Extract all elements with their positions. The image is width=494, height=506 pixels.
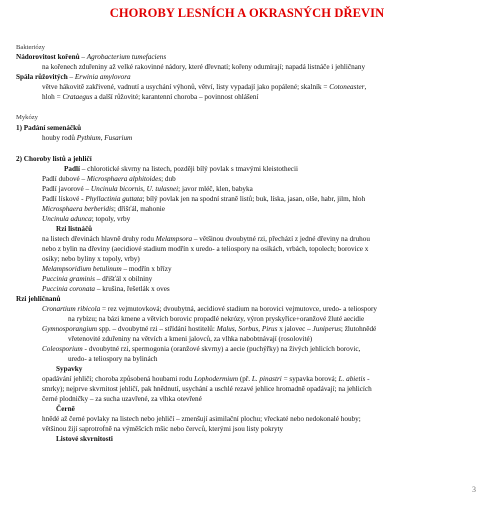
disease-name: Spála růžovitých	[16, 73, 68, 81]
text-span: Juniperus	[312, 325, 341, 333]
text-span: = rez vejmutovková; dvoubytná, aecidiové stadium na borovici vejmutovce, uredo- a teliospory	[100, 305, 377, 313]
section-heading-mykozy: Mykózy	[16, 114, 38, 121]
text-span: Uncinula bicornis, U. tulasnei	[90, 185, 179, 193]
text-span: ; bílý povlak jen na spodní straně listů; buk, líska, jasan, olše, habr, jilm, hloh	[142, 195, 366, 203]
text-line	[42, 275, 152, 283]
text-span: hloh =	[42, 93, 63, 101]
text-span: L. pinastri	[251, 375, 282, 383]
text-span: Cronartium ribicola	[42, 305, 101, 313]
text-line: na rybízu; na bázi kmene a větvích borovic propadlé nekrózy, výron pryskyřice+oranžové žluté aecidie	[68, 315, 365, 323]
text-span: Cotoneaster	[329, 83, 365, 91]
text-line: smrky); nejprve skvrnitost jehličí, pak hnědnutí, usychání a uschlé rezavé jehlice hromadně opadávají; na jehlicích	[42, 385, 372, 393]
subsection-heading: 1) Padání semenáčků	[16, 124, 82, 132]
text-span: – většinou dvoubytné rzi, přechází z jedné dřeviny na druhou	[192, 235, 370, 243]
text-span: Coleosporium	[42, 345, 83, 353]
text-span: – chlorotické skvrny na listech, později bílý povlak s tmavými kleistothecii	[79, 165, 298, 173]
text-span: Fusarium	[104, 134, 133, 142]
text-line	[42, 285, 170, 293]
text-span: ; topoly, vrby	[91, 215, 131, 223]
text-span: opadávání jehličí; choroba způsobená houbami rodu	[42, 375, 195, 383]
text-span: Microsphaera alphitoides	[86, 175, 162, 183]
text-span: větve hákovitě zakřivené, vadnutí a usychání výhonů, větví, listy vypadají jako popálené; skalník =	[42, 83, 330, 91]
text-span: ; javor mléč, klen, babyka	[178, 185, 253, 193]
text-line: uredo- a teliospory na bylinách	[68, 355, 158, 363]
text-line	[42, 185, 253, 193]
topic-heading: Rzi listnáčů	[56, 225, 93, 233]
text-line: na kořenech zduřeniny až velké rakovinné nádory, které dřevnatí; kořeny odumírají; napadá listnáče i jehličnany	[42, 63, 366, 71]
text-span: ,	[100, 134, 105, 142]
text-span: – dřišťál x obilniny	[94, 275, 153, 283]
text-line	[42, 165, 298, 173]
text-span: Melampsoridium betulinum	[42, 265, 122, 273]
text-span: ; žlutohnědé	[340, 325, 377, 333]
text-line: většinou žijí saprotrofně na výměšcích mšic nebo červců, kterými jsou listy pokryty	[42, 425, 284, 433]
separator: –	[67, 73, 75, 81]
text-line	[42, 93, 258, 101]
text-span: Pythium	[76, 134, 101, 142]
topic-heading: Černě	[56, 405, 75, 413]
text-line	[42, 83, 366, 91]
text-span: – krušina, řešetlák x oves	[95, 285, 170, 293]
text-span: Padlí dubové –	[42, 175, 87, 183]
pathogen-name: Erwinia amylovora	[74, 73, 131, 81]
topic-heading: Sypavky	[56, 365, 83, 373]
text-span: a další růžovité; karantenní choroba – povinnost ohlášení	[92, 93, 259, 101]
text-span: na listech dřevinách hlavně druhy rodu	[42, 235, 156, 243]
text-line	[42, 265, 172, 273]
text-span: (př.	[238, 375, 252, 383]
text-span: Melampsora	[155, 235, 193, 243]
text-span: Lophodermium	[194, 375, 239, 383]
text-line	[42, 195, 365, 203]
text-line: vřetenovité zduřeniny na větvích a kmeni jalovců, za vlhka nabobtnávají (rosolovité)	[68, 335, 313, 343]
text-span: L. abietis	[338, 375, 366, 383]
text-span: Gymnosporangium	[42, 325, 98, 333]
text-line	[42, 375, 370, 383]
topic-heading: Rzi jehličnanů	[16, 295, 61, 303]
text-span: Puccinia graminis	[42, 275, 95, 283]
text-line	[42, 305, 377, 313]
text-line: hnědé až černé povlaky na listech nebo jehličí – zmenšují asimilační plochu; vřeckaté nebo nedokonalé houby;	[42, 415, 361, 423]
text-span: Microsphaera berberidis	[42, 205, 114, 213]
section-heading-bakteriozy: Bakteriózy	[16, 44, 45, 51]
pathogen-name: Agrobacterium tumefaciens	[86, 53, 167, 61]
topic-heading: Listové skvrnitosti	[56, 435, 113, 443]
text-line	[42, 325, 376, 333]
separator: –	[79, 53, 87, 61]
text-line	[42, 175, 176, 183]
disease-name: Nádorovitost kořenů	[16, 53, 80, 61]
text-span: Malus, Sorbus, Pirus	[216, 325, 278, 333]
text-span: x jalovec –	[277, 325, 313, 333]
text-line	[42, 134, 132, 142]
text-line: nebo z bylin na dřeviny (aecidiové stadium modřín x uredo- a teliospory na osikách, vrbách, topolech; borovice x	[42, 245, 369, 253]
text-span: -	[365, 375, 370, 383]
text-span: Phyllactinia guttata	[85, 195, 143, 203]
subsection-heading: 2) Choroby listů a jehličí	[16, 155, 92, 163]
text-span: – modřín x břízy	[121, 265, 172, 273]
text-line	[16, 73, 131, 81]
text-line: osiky; nebo byliny x topoly, vrby)	[42, 255, 140, 263]
page-title: CHOROBY LESNÍCH A OKRASNÝCH DŘEVIN	[109, 6, 385, 20]
text-span: houby rodů	[42, 134, 77, 142]
topic-heading: Padlí	[64, 165, 80, 173]
text-span: - dvoubytné rzi, spermogonia (oranžové skvrny) a aecie (puchýřky) na živých jehlicích borovic,	[82, 345, 361, 353]
text-line	[42, 235, 370, 243]
text-span: Puccinia coronata	[42, 285, 96, 293]
text-span: Padlí javorové –	[42, 185, 91, 193]
text-line	[16, 53, 166, 61]
page-number: 3	[472, 485, 476, 494]
text-span: ; dub	[161, 175, 176, 183]
text-span: ,	[364, 83, 367, 91]
text-span: Padlí lískové -	[42, 195, 86, 203]
text-line	[42, 205, 165, 213]
text-span: Uncinula adunca	[42, 215, 92, 223]
text-line: černé plodničky – za sucha uzavřené, za vlhka otevřené	[42, 395, 202, 403]
text-line	[42, 345, 360, 353]
text-span: Crataegus	[62, 93, 93, 101]
text-line	[42, 215, 130, 223]
text-span: spp. – dvoubytné rzi – střídání hostitelů:	[97, 325, 217, 333]
text-span: = sypavka borová;	[281, 375, 339, 383]
text-span: ; dřišťál, mahonie	[113, 205, 165, 213]
